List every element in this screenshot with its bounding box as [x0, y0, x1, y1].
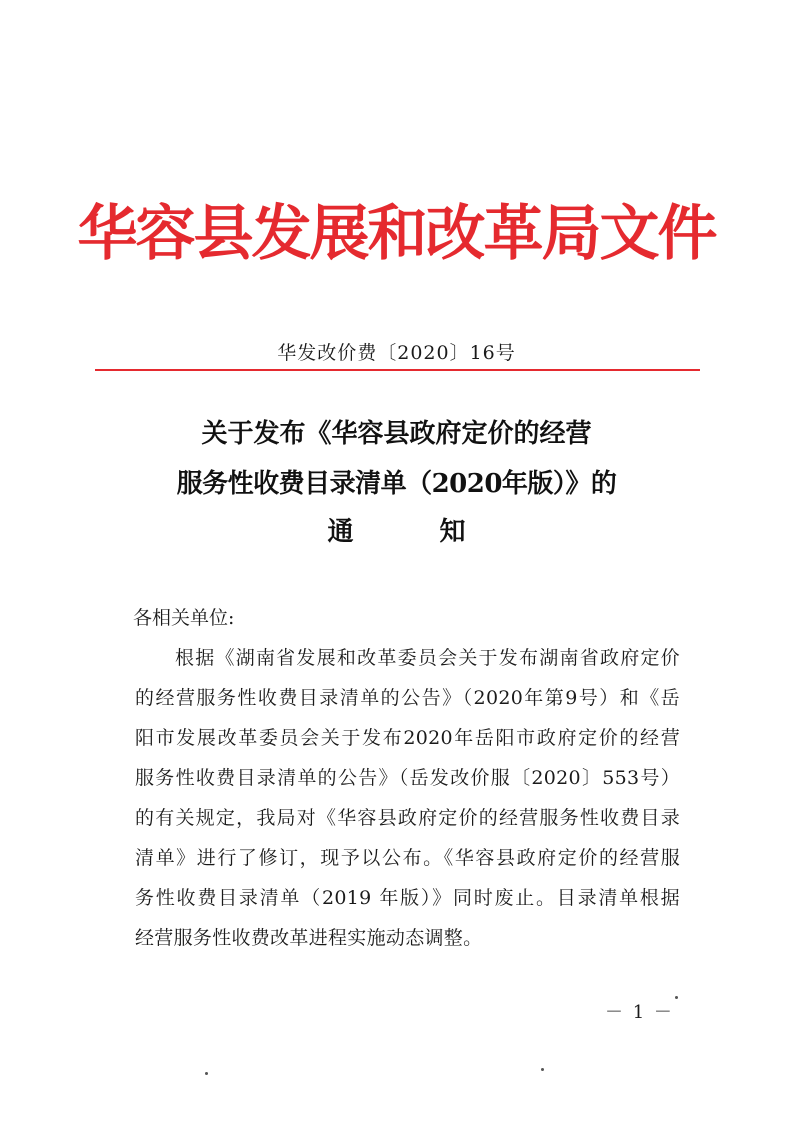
scan-speck — [675, 996, 678, 999]
scan-speck — [541, 1068, 544, 1071]
document-number: 华发改价费〔2020〕16号 — [277, 342, 516, 364]
body-line: 阳市发展改革委员会关于发布2020年岳阳市政府定价的经营 — [135, 727, 680, 749]
body-line: 根据《湖南省发展和改革委员会关于发布湖南省政府定价 — [175, 647, 680, 669]
notice-title-char-2: 知 — [439, 517, 466, 547]
body-line: 服务性收费目录清单的公告》（岳发改价服〔2020〕553号） — [135, 767, 680, 789]
notice-title-line-3 — [0, 512, 793, 552]
red-divider-line — [95, 369, 700, 371]
body-line: 的有关规定，我局对《华容县政府定价的经营服务性收费目录 — [135, 807, 680, 829]
body-line: 务性收费目录清单（2019 年版）》同时废止。目录清单根据 — [135, 887, 680, 909]
notice-title-line-2: 服务性收费目录清单（2020年版）》的 — [176, 469, 617, 499]
notice-title-line-1: 关于发布《华容县政府定价的经营 — [201, 419, 592, 449]
masthead-title: 华容县发展和改革局文件 — [77, 199, 716, 269]
body-line: 清单》进行了修订，现予以公布。《华容县政府定价的经营服 — [135, 847, 680, 869]
scan-speck — [205, 1072, 208, 1075]
page-number: － 1 － — [605, 1002, 674, 1023]
salutation: 各相关单位: — [133, 607, 235, 629]
notice-title-char-1: 通 — [327, 517, 354, 547]
body-line: 的经营服务性收费目录清单的公告》（2020年第9号）和《岳 — [135, 687, 680, 709]
body-line: 经营服务性收费改革进程实施动态调整。 — [135, 927, 483, 949]
